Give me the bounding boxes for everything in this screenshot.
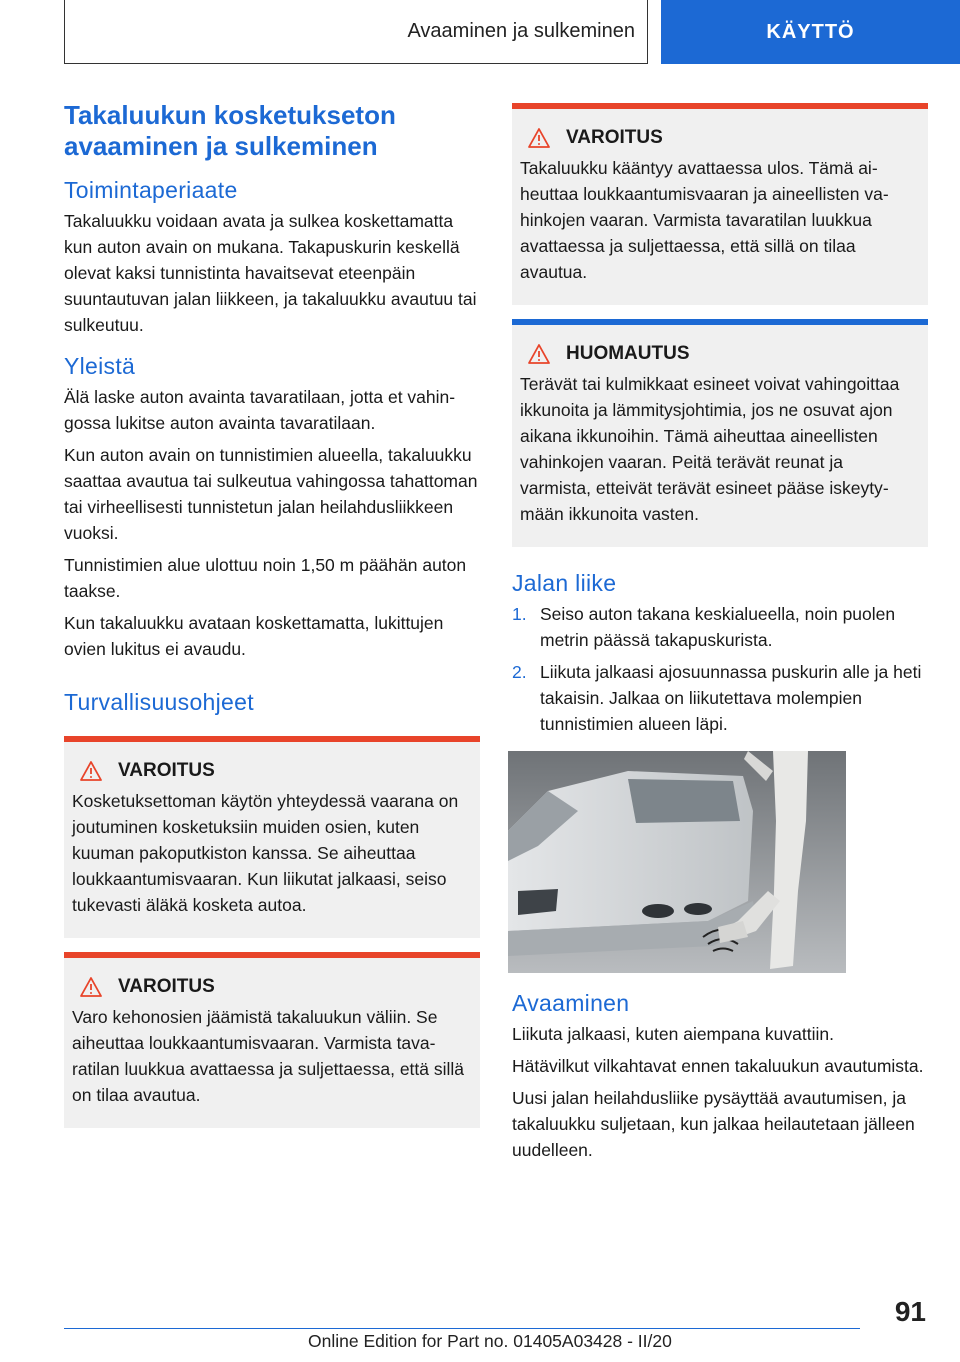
foot-gesture-illustration [508,751,846,973]
warning-box-3 [512,103,928,305]
header-chapter-label: KÄYTTÖ [766,20,855,43]
warning-triangle-icon [80,761,102,781]
list-item [512,659,928,737]
principle-heading: Toimintaperiaate [64,177,238,203]
opening-paragraph-3: Uusi jalan heilahdusliike pysäyttää avautumisen, ja takaluukku suljetaan, kun jalkaa heilautetaan jälleen uudelleen. [512,1088,915,1160]
step-text: Liikuta jalkaasi ajosuunnassa puskurin alle ja heti takaisin. Jalkaa on liikutettava molempien tunnistimien alueen läpi. [540,662,922,734]
warning-text-3: Takaluukku kääntyy avattaessa ulos. Tämä aiheuttaa loukkaantumisvaaran ja aineellisten vahinkojen vaaran. Varmista tavaratilan luukkua avattaessa ja suljettaessa, että sillä on tilaa avautua. [520,158,889,282]
warning-text-2: Varo kehonosien jäämistä takaluukun väliin. Se aiheuttaa loukkaantumisvaaran. Varmista tavaratilan luukkua avattaessa ja suljettaessa, että sillä on tilaa avautua. [72,1007,465,1105]
opening-paragraph-1: Liikuta jalkaasi, kuten aiempana kuvattiin. [512,1024,834,1044]
warning-triangle-icon [80,977,102,997]
page-number: 91 [894,1296,926,1327]
notice-text: Terävät tai kulmikkaat esineet voivat vahingoittaa ikkunoita ja lämmitysjohtimia, jos ne osuvat ajon aikana ikkunoihin. Tämä aiheuttaa aineellisten vahinkojen vaaran. Peitä terävät reunat ja varmista, etteivät terävät esineet pääse iskeytymään ikkunoita vasten. [520,374,900,524]
right-column [512,103,928,1169]
footer-divider [64,1328,860,1329]
warning-box-2 [64,952,480,1128]
step-text: Seiso auton takana keskialueella, noin puolen metrin päässä takapuskurista. [540,604,896,650]
warning-title-2-text: VAROITUS [118,976,215,997]
warning-title-3 [520,127,918,149]
warning-text-1: Kosketuksettoman käytön yhteydessä vaarana on joutuminen kosketuksiin muiden osien, kuten kuuman pakoputkiston kanssa. Se aiheuttaa loukkaantumisvaaran. Kun liikutat jalkaasi, seiso tukevasti äläkä kosketa autoa. [72,791,459,915]
warning-title-3-text: VAROITUS [566,127,663,148]
header-section [64,0,648,64]
general-paragraph-2: Kun auton avain on tunnistimien alueella, takaluukku saattaa avautua tai sulkeutua vahingossa tahattoman tai virheellisesti tunnistetun jalan heilahdusliikkeen vuoksi. [64,445,478,543]
notice-title [520,343,918,365]
notice-triangle-icon [528,344,550,364]
general-paragraph-3: Tunnistimien alue ulottuu noin 1,50 m päähän auton taakse. [64,555,467,601]
list-item [512,601,928,653]
safety-heading: Turvallisuusohjeet [64,689,254,715]
step-number: 1. [512,604,527,624]
warning-box-1 [64,736,480,938]
general-paragraph-4: Kun takaluukku avataan koskettamatta, lukittujen ovien lukitus ei avaudu. [64,613,444,659]
warning-title-1-text: VAROITUS [118,760,215,781]
opening-heading: Avaaminen [512,990,630,1016]
general-heading: Yleistä [64,353,136,379]
foot-movement-heading: Jalan liike [512,570,617,596]
footer-edition: Online Edition for Part no. 01405A03428 - II/20 [308,1331,672,1351]
notice-title-text: HUOMAUTUS [566,343,690,364]
left-column [64,100,480,1142]
notice-box [512,319,928,547]
foot-movement-steps [512,601,928,737]
warning-title-2 [72,976,470,998]
warning-triangle-icon [528,128,550,148]
step-number: 2. [512,662,527,682]
general-paragraph-1: Älä laske auton avainta tavaratilaan, jotta et vahingossa lukitse auton avainta tavaratilaan. [64,387,456,433]
principle-text: Takaluukku voidaan avata ja sulkea koskettamatta kun auton avain on mukana. Takapuskurin keskellä olevat kaksi tunnistinta havaitsevat eteenpäin suuntautuvan jalan liikkeen, ja takaluukku avautuu tai sulkeutuu. [64,211,477,335]
header-chapter[interactable] [661,0,960,64]
page-title: Takaluukun kosketukseton avaaminen ja sulkeminen [64,100,396,161]
opening-paragraph-2: Hätävilkut vilkahtavat ennen takaluukun avautumista. [512,1056,924,1076]
header-section-title: Avaaminen ja sulkeminen [407,20,635,42]
warning-title-1 [72,760,470,782]
